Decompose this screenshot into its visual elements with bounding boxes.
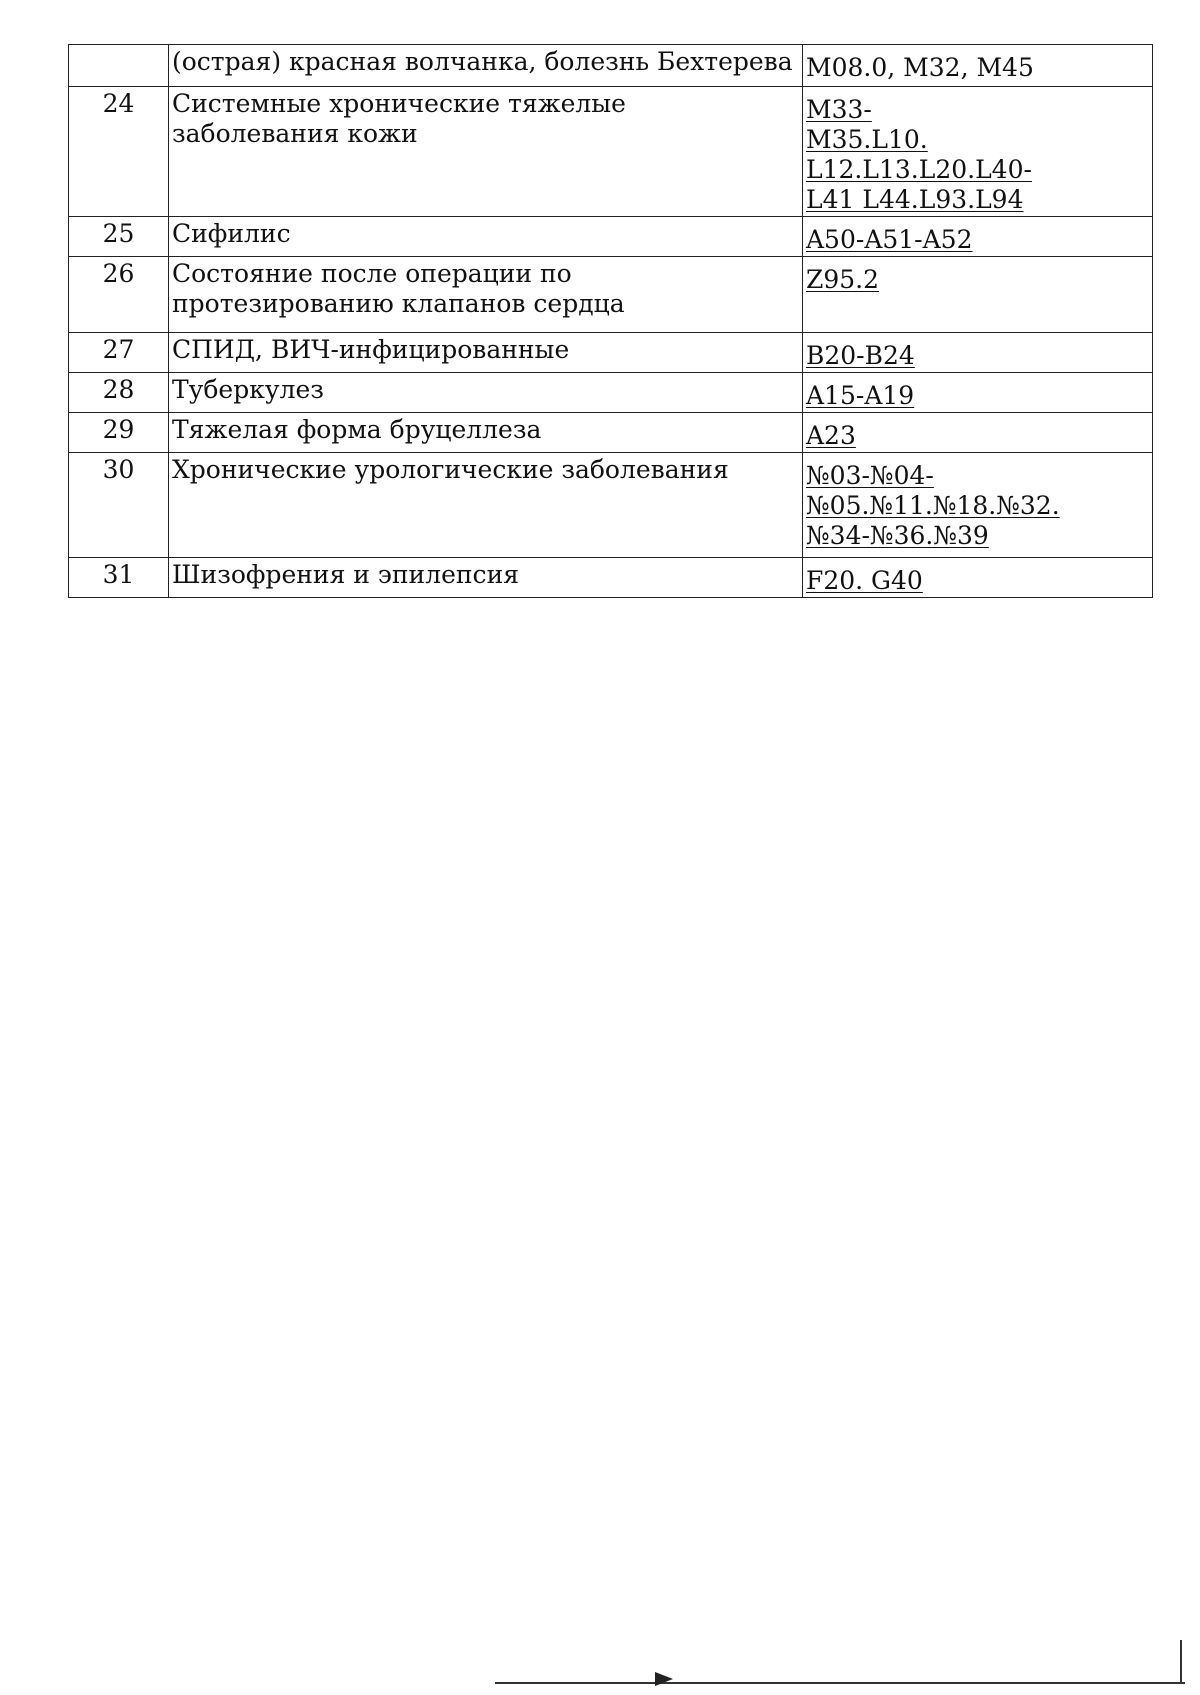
table-row	[69, 217, 1153, 257]
disease-name: Туберкулез	[169, 373, 803, 413]
icd-code	[803, 257, 1153, 333]
disease-name: СПИД, ВИЧ-инфицированные	[169, 333, 803, 373]
icd-code	[803, 217, 1153, 257]
disease-name: Состояние после операции по протезированию клапанов сердца	[169, 257, 803, 333]
row-number: 27	[69, 333, 169, 373]
table-row	[69, 453, 1153, 558]
row-number: 24	[69, 87, 169, 217]
row-number: 29	[69, 413, 169, 453]
icd-code-text: M33- M35.L10. L12.L13.L20.L40- L41 L44.L93.L94	[806, 95, 1032, 214]
icd-code	[803, 373, 1153, 413]
row-number: 25	[69, 217, 169, 257]
row-number	[69, 45, 169, 87]
icd-code	[803, 413, 1153, 453]
disease-name: Шизофрения и эпилепсия	[169, 558, 803, 598]
icd-code	[803, 558, 1153, 598]
disease-name: Хронические урологические заболевания	[169, 453, 803, 558]
table-row	[69, 558, 1153, 598]
icd-code-text: A23	[806, 421, 856, 450]
table-row	[69, 373, 1153, 413]
disease-name: Тяжелая форма бруцеллеза	[169, 413, 803, 453]
icd-code-text: №03-№04- №05.№11.№18.№32. №34-№36.№39	[806, 461, 1060, 550]
table-row	[69, 257, 1153, 333]
icd-code-text: A50-A51-A52	[806, 225, 973, 254]
icd-code	[803, 333, 1153, 373]
table-row	[69, 413, 1153, 453]
icd-code-text: F20. G40	[806, 566, 923, 595]
row-number: 31	[69, 558, 169, 598]
row-number: 30	[69, 453, 169, 558]
icd-code-text: A15-A19	[806, 381, 915, 410]
row-number: 26	[69, 257, 169, 333]
icd-code-text: Z95.2	[806, 265, 880, 294]
table-row	[69, 87, 1153, 217]
disease-codes-table	[68, 44, 1153, 598]
disease-name: Системные хронические тяжелые заболевания кожи	[169, 87, 803, 217]
icd-code-text: M08.0, M32, M45	[806, 53, 1034, 82]
icd-code	[803, 87, 1153, 217]
row-number: 28	[69, 373, 169, 413]
bottom-scan-tick	[1180, 1640, 1182, 1684]
icd-code	[803, 453, 1153, 558]
arrow-mark-icon	[655, 1672, 673, 1686]
icd-code-text: B20-B24	[806, 341, 915, 370]
disease-name: (острая) красная волчанка, болезнь Бехтерева	[169, 45, 803, 87]
bottom-scan-line	[495, 1682, 1185, 1684]
table-row	[69, 333, 1153, 373]
table-row	[69, 45, 1153, 87]
icd-code	[803, 45, 1153, 87]
disease-name: Сифилис	[169, 217, 803, 257]
